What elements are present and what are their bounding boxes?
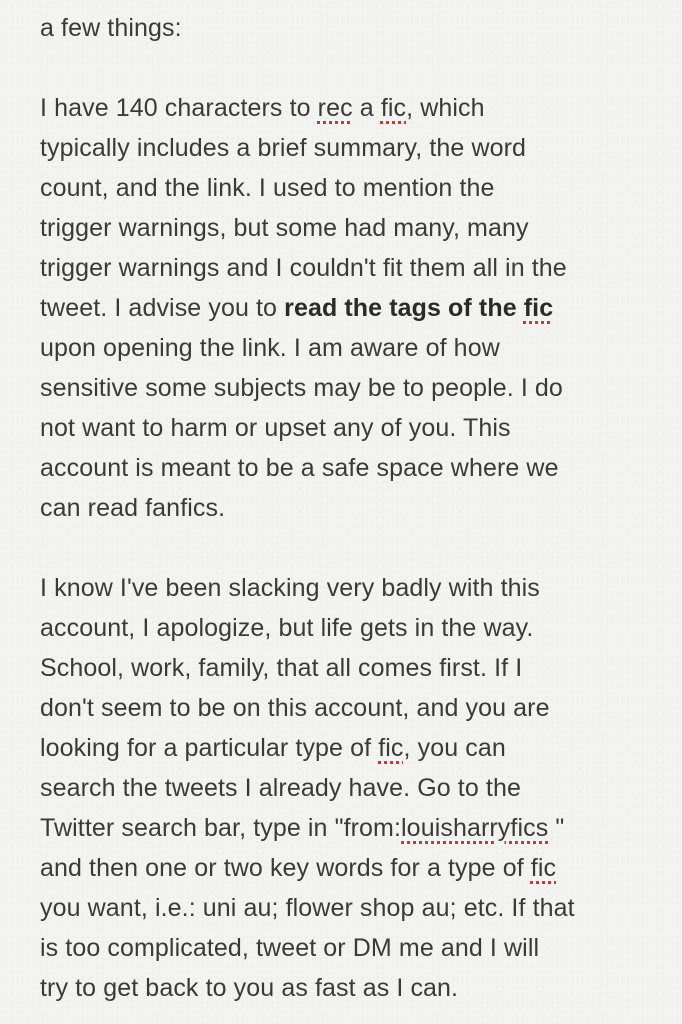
text-segment: , which	[406, 94, 485, 122]
text-line: sensitive some subjects may be to people. I do	[40, 374, 563, 402]
text-line: you want, i.e.: uni au; flower shop au; etc. If that	[40, 894, 575, 922]
bold-segment: read the tags of the	[284, 294, 524, 322]
blank-line	[40, 528, 670, 568]
text-line	[40, 848, 670, 888]
text-line: typically includes a brief summary, the word	[40, 134, 527, 162]
text-line: I know I've been slacking very badly with this	[40, 574, 540, 602]
misspelled-word[interactable]: louisharryfics	[401, 814, 549, 842]
misspelled-word[interactable]: fic	[380, 94, 407, 122]
text-segment: , you can	[403, 734, 506, 762]
text-segment: looking for a particular type of	[40, 734, 379, 762]
misspelled-word[interactable]: fic	[523, 294, 554, 322]
text-line: try to get back to you as fast as I can.	[40, 974, 459, 1002]
text-line: don't seem to be on this account, and you are	[40, 694, 550, 722]
text-segment: I have 140 characters to	[40, 94, 318, 122]
text-line: account, I apologize, but life gets in the way.	[40, 614, 534, 642]
blank-line	[40, 48, 670, 88]
text-line: not want to harm or upset any of you. This	[40, 414, 511, 442]
text-line: can read fanfics.	[40, 494, 226, 522]
paragraph-2	[40, 568, 670, 1008]
text-segment: tweet. I advise you to	[40, 294, 285, 322]
text-line: count, and the link. I used to mention the	[40, 174, 495, 202]
text-line: trigger warnings and I couldn't fit them all in the	[40, 254, 567, 282]
text-line: trigger warnings, but some had many, many	[40, 214, 529, 242]
note-body[interactable]	[40, 0, 670, 1008]
text-line: search the tweets I already have. Go to the	[40, 774, 521, 802]
misspelled-word[interactable]: rec	[317, 94, 353, 122]
text-line: upon opening the link. I am aware of how	[40, 334, 500, 362]
text-line	[40, 808, 670, 848]
text-line	[40, 288, 670, 328]
intro-line: a few things:	[40, 14, 182, 42]
text-segment: "	[548, 814, 565, 842]
bold-text	[284, 294, 553, 322]
text-segment: Twitter search bar, type in "from:	[40, 814, 402, 842]
text-line	[40, 88, 670, 128]
paragraph-1	[40, 88, 670, 528]
text-segment: a	[352, 94, 381, 122]
misspelled-word[interactable]: fic	[378, 734, 404, 762]
text-line: is too complicated, tweet or DM me and I will	[40, 934, 540, 962]
text-line: account is meant to be a safe space where we	[40, 454, 559, 482]
text-line	[40, 728, 670, 768]
text-line: School, work, family, that all comes first. If I	[40, 654, 523, 682]
text-segment: and then one or two key words for a type of	[40, 854, 531, 882]
misspelled-word[interactable]: fic	[530, 854, 557, 882]
